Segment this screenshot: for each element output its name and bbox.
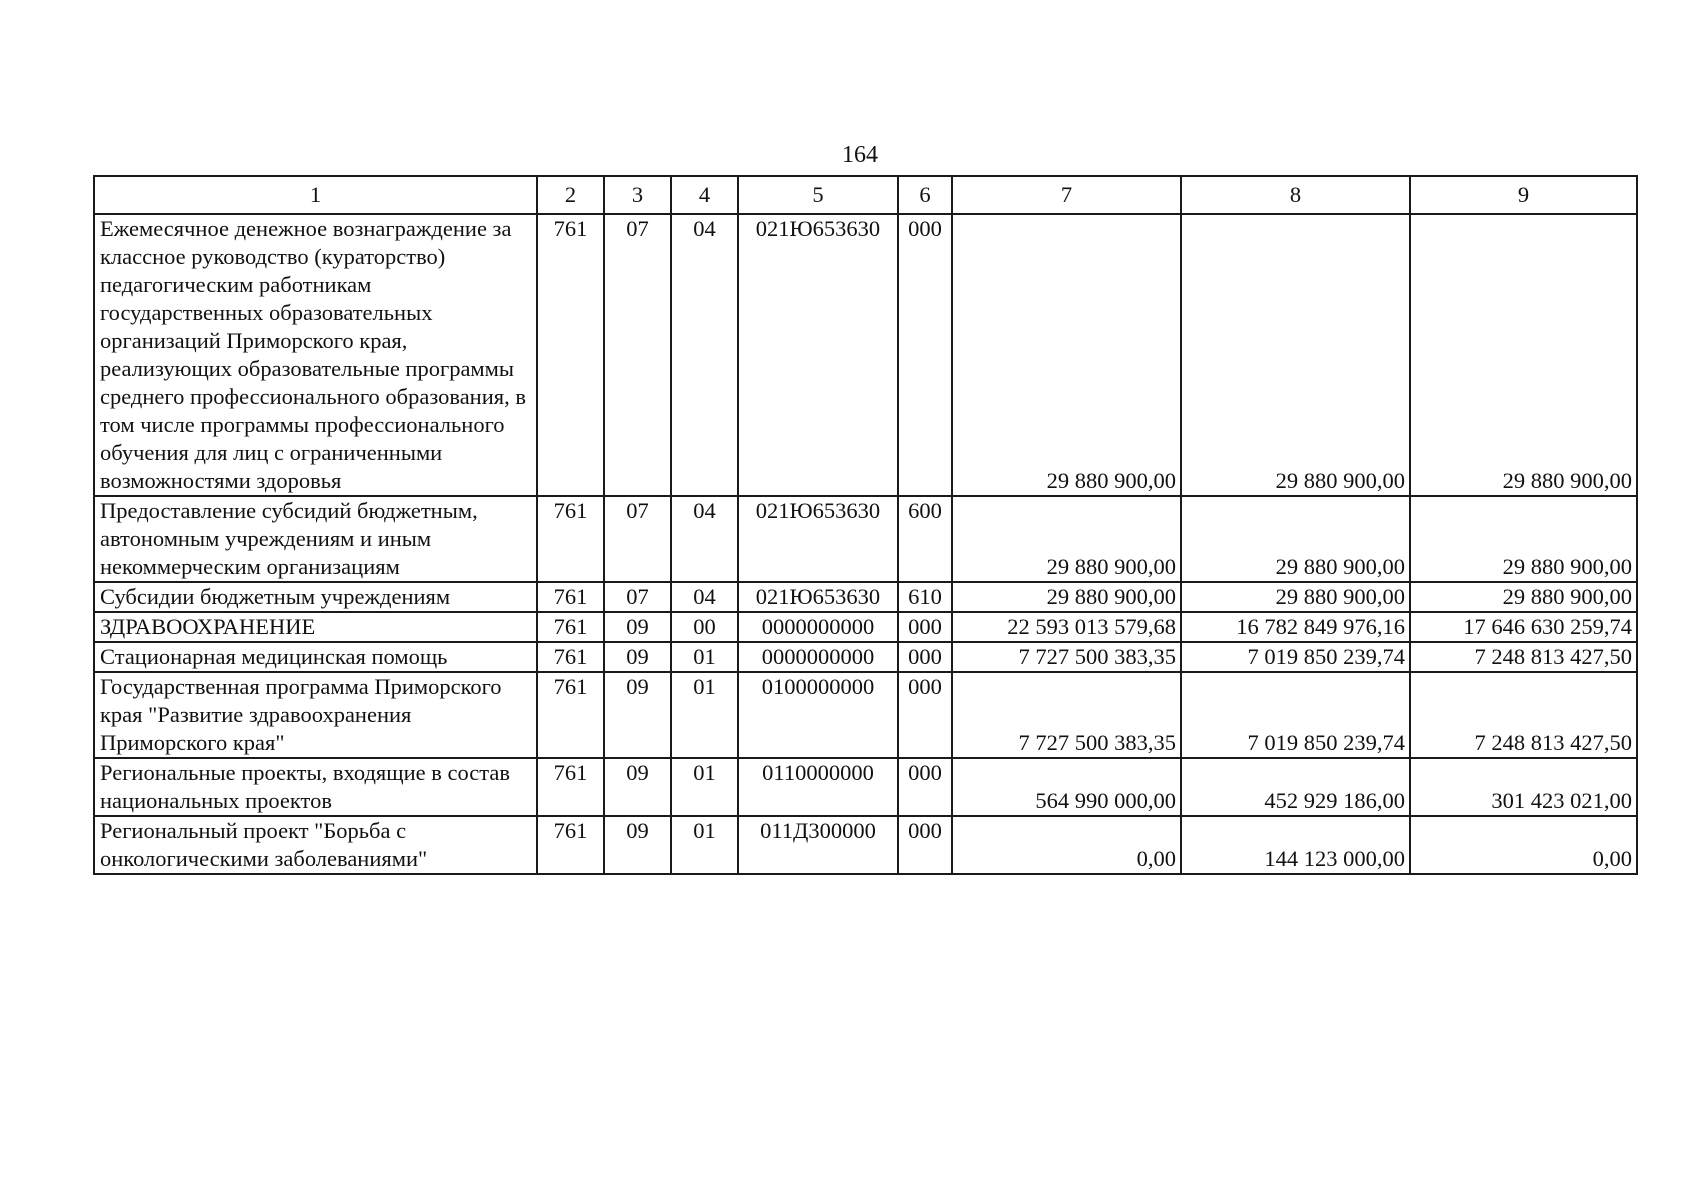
amount-col-9: 7 248 813 427,50: [1410, 642, 1637, 672]
target-article-code: 0000000000: [738, 612, 898, 642]
amount-col-8: 7 019 850 239,74: [1181, 672, 1410, 758]
target-article-code: 0000000000: [738, 642, 898, 672]
expense-type-code: 610: [898, 582, 952, 612]
subsection-code: 01: [671, 758, 738, 816]
expense-type-code: 000: [898, 642, 952, 672]
target-article-code: 011Д300000: [738, 816, 898, 874]
table-row: [94, 496, 1637, 582]
subsection-code: 01: [671, 642, 738, 672]
table-row: [94, 582, 1637, 612]
row-name: Стационарная медицинская помощь: [94, 642, 537, 672]
amount-col-7: 29 880 900,00: [952, 496, 1181, 582]
amount-col-9: 0,00: [1410, 816, 1637, 874]
amount-col-8: 7 019 850 239,74: [1181, 642, 1410, 672]
row-name: Субсидии бюджетным учреждениям: [94, 582, 537, 612]
amount-col-8: 16 782 849 976,16: [1181, 612, 1410, 642]
target-article-code: 0110000000: [738, 758, 898, 816]
subsection-code: 01: [671, 816, 738, 874]
subsection-code: 00: [671, 612, 738, 642]
section-code: 09: [604, 672, 671, 758]
target-article-code: 021Ю653630: [738, 214, 898, 496]
row-name: ЗДРАВООХРАНЕНИЕ: [94, 612, 537, 642]
ministry-code: 761: [537, 496, 604, 582]
subsection-code: 04: [671, 496, 738, 582]
amount-col-9: 17 646 630 259,74: [1410, 612, 1637, 642]
amount-col-7: 29 880 900,00: [952, 582, 1181, 612]
header-cell: 4: [671, 176, 738, 214]
amount-col-7: 22 593 013 579,68: [952, 612, 1181, 642]
header-cell: 5: [738, 176, 898, 214]
amount-col-9: 29 880 900,00: [1410, 214, 1637, 496]
ministry-code: 761: [537, 214, 604, 496]
target-article-code: 0100000000: [738, 672, 898, 758]
subsection-code: 04: [671, 582, 738, 612]
amount-col-7: 7 727 500 383,35: [952, 672, 1181, 758]
header-row: [94, 176, 1637, 214]
amount-col-8: 29 880 900,00: [1181, 496, 1410, 582]
amount-col-7: 564 990 000,00: [952, 758, 1181, 816]
amount-col-9: 301 423 021,00: [1410, 758, 1637, 816]
budget-table: [93, 175, 1638, 875]
amount-col-8: 29 880 900,00: [1181, 582, 1410, 612]
section-code: 07: [604, 582, 671, 612]
header-cell: 7: [952, 176, 1181, 214]
target-article-code: 021Ю653630: [738, 582, 898, 612]
amount-col-7: 7 727 500 383,35: [952, 642, 1181, 672]
section-code: 09: [604, 816, 671, 874]
table-row: [94, 642, 1637, 672]
header-cell: 2: [537, 176, 604, 214]
expense-type-code: 000: [898, 612, 952, 642]
expense-type-code: 000: [898, 214, 952, 496]
expense-type-code: 000: [898, 758, 952, 816]
expense-type-code: 000: [898, 672, 952, 758]
table-row: [94, 816, 1637, 874]
ministry-code: 761: [537, 612, 604, 642]
ministry-code: 761: [537, 642, 604, 672]
page-number: 164: [842, 142, 878, 168]
subsection-code: 04: [671, 214, 738, 496]
ministry-code: 761: [537, 758, 604, 816]
table-row: [94, 214, 1637, 496]
amount-col-8: 452 929 186,00: [1181, 758, 1410, 816]
amount-col-9: 29 880 900,00: [1410, 496, 1637, 582]
section-code: 09: [604, 758, 671, 816]
header-cell: 1: [94, 176, 537, 214]
header-cell: 6: [898, 176, 952, 214]
section-code: 07: [604, 214, 671, 496]
table-row: [94, 672, 1637, 758]
ministry-code: 761: [537, 672, 604, 758]
row-name: Региональный проект "Борьба с онкологическими заболеваниями": [94, 816, 537, 874]
target-article-code: 021Ю653630: [738, 496, 898, 582]
table-row: [94, 612, 1637, 642]
amount-col-9: 7 248 813 427,50: [1410, 672, 1637, 758]
row-name: Предоставление субсидий бюджетным, автономным учреждениям и иным некоммерческим организациям: [94, 496, 537, 582]
amount-col-8: 144 123 000,00: [1181, 816, 1410, 874]
subsection-code: 01: [671, 672, 738, 758]
header-cell: 8: [1181, 176, 1410, 214]
ministry-code: 761: [537, 582, 604, 612]
expense-type-code: 000: [898, 816, 952, 874]
ministry-code: 761: [537, 816, 604, 874]
section-code: 07: [604, 496, 671, 582]
amount-col-9: 29 880 900,00: [1410, 582, 1637, 612]
row-name: Региональные проекты, входящие в состав национальных проектов: [94, 758, 537, 816]
table-row: [94, 758, 1637, 816]
amount-col-7: 29 880 900,00: [952, 214, 1181, 496]
expense-type-code: 600: [898, 496, 952, 582]
section-code: 09: [604, 612, 671, 642]
header-cell: 3: [604, 176, 671, 214]
section-code: 09: [604, 642, 671, 672]
header-cell: 9: [1410, 176, 1637, 214]
amount-col-7: 0,00: [952, 816, 1181, 874]
amount-col-8: 29 880 900,00: [1181, 214, 1410, 496]
row-name: Ежемесячное денежное вознаграждение за классное руководство (кураторство) педагогическим работникам государственных образовательных организаций Приморского края, реализующих образовательные программы среднего профессионального образования, в том числе программы профессионального обучения для лиц с ограниченными возможностями здоровья: [94, 214, 537, 496]
row-name: Государственная программа Приморского края "Развитие здравоохранения Приморского края": [94, 672, 537, 758]
